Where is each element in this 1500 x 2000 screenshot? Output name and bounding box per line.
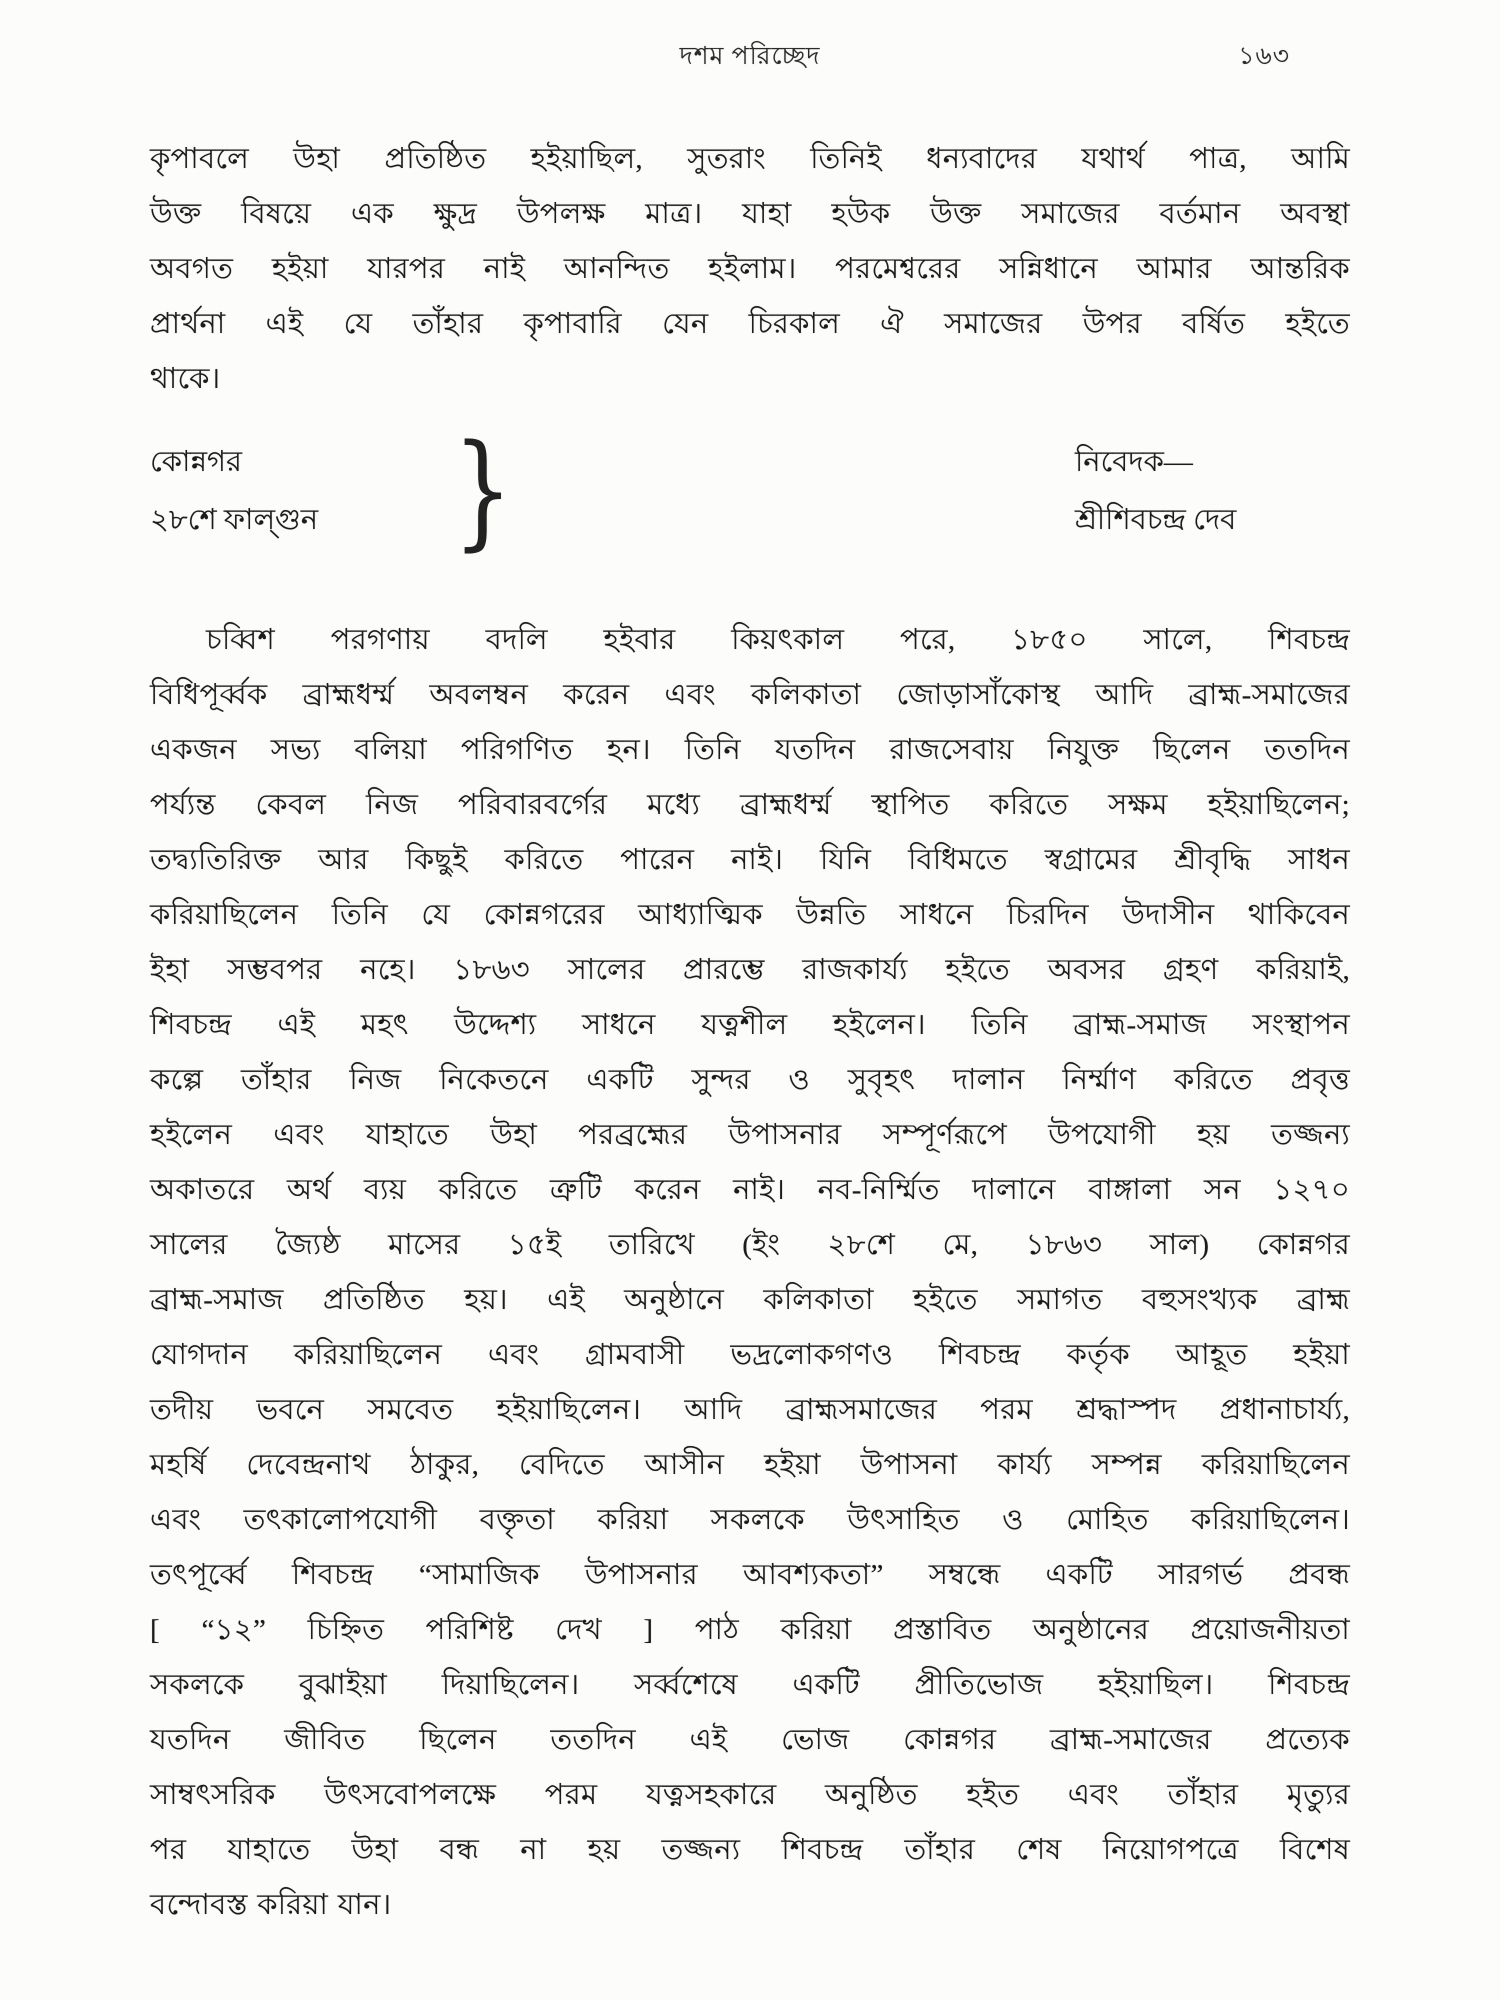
text-line: সালের জ্যৈষ্ঠ মাসের ১৫ই তারিখে (ইং ২৮শে মে, ১৮৬৩ সাল) কোন্নগর: [150, 1229, 1350, 1261]
text-line: একজন সভ্য বলিয়া পরিগণিত হন। তিনি যতদিন রাজসেবায় নিযুক্ত ছিলেন ততদিন: [150, 734, 1350, 766]
text-line: বন্দোবস্ত করিয়া যান।: [150, 1889, 392, 1921]
text-line: যোগদান করিয়াছিলেন এবং গ্রামবাসী ভদ্রলোকগণও শিবচন্দ্র কর্তৃক আহূত হইয়া: [150, 1339, 1350, 1371]
text-line: কৃপাবলে উহা প্রতিষ্ঠিত হইয়াছিল, সুতরাং তিনিই ধন্যবাদের যথার্থ পাত্র, আমি: [150, 143, 1350, 175]
signature-name: শ্রীশিবচন্দ্র দেব: [1075, 504, 1237, 536]
text-line: থাকে।: [150, 363, 221, 395]
text-line: অবগত হইয়া যারপর নাই আনন্দিত হইলাম। পরমেশ্বরের সন্নিধানে আমার আন্তরিক: [150, 253, 1350, 285]
text-line: যতদিন জীবিত ছিলেন ততদিন এই ভোজ কোন্নগর ব্রাহ্ম-সমাজের প্রত্যেক: [150, 1724, 1350, 1756]
text-line: পর যাহাতে উহা বন্ধ না হয় তজ্জন্য শিবচন্দ্র তাঁহার শেষ নিয়োগপত্রে বিশেষ: [150, 1834, 1350, 1866]
text-line: প্রার্থনা এই যে তাঁহার কৃপাবারি যেন চিরকাল ঐ সমাজের উপর বর্ষিত হইতে: [150, 308, 1350, 340]
text-line: ব্রাহ্ম-সমাজ প্রতিষ্ঠিত হয়। এই অনুষ্ঠানে কলিকাতা হইতে সমাগত বহুসংখ্যক ব্রাহ্ম: [150, 1284, 1350, 1316]
text-line: করিয়াছিলেন তিনি যে কোন্নগরের আধ্যাত্মিক উন্নতি সাধনে চিরদিন উদাসীন থাকিবেন: [150, 899, 1350, 931]
text-line: ইহা সম্ভবপর নহে। ১৮৬৩ সালের প্রারম্ভে রাজকার্য্য হইতে অবসর গ্রহণ করিয়াই,: [150, 954, 1350, 986]
text-line: তদীয় ভবনে সমবেত হইয়াছিলেন। আদি ব্রাহ্মসমাজের পরম শ্রদ্ধাস্পদ প্রধানাচার্য্য,: [150, 1394, 1350, 1426]
signature-place-date: [150, 433, 385, 549]
signature-date: ২৮শে ফাল্গুন: [150, 504, 319, 536]
text-line: তৎপূর্ব্বে শিবচন্দ্র “সামাজিক উপাসনার আবশ্যকতা” সম্বন্ধে একটি সারগর্ভ প্রবন্ধ: [150, 1559, 1350, 1591]
signature-brace: }: [452, 418, 513, 563]
signature-block: [150, 418, 1350, 563]
text-line: এবং তৎকালোপযোগী বক্তৃতা করিয়া সকলকে উৎসাহিত ও মোহিত করিয়াছিলেন।: [150, 1504, 1350, 1536]
paragraph-1: [150, 132, 1350, 407]
text-line: শিবচন্দ্র এই মহৎ উদ্দেশ্য সাধনে যত্নশীল হইলেন। তিনি ব্রাহ্ম-সমাজ সংস্থাপন: [150, 1009, 1350, 1041]
text-line: উক্ত বিষয়ে এক ক্ষুদ্র উপলক্ষ মাত্র। যাহা হউক উক্ত সমাজের বর্তমান অবস্থা: [150, 198, 1350, 230]
signature-place: কোন্নগর: [150, 446, 242, 478]
text-line: মহর্ষি দেবেন্দ্রনাথ ঠাকুর, বেদিতে আসীন হইয়া উপাসনা কার্য্য সম্পন্ন করিয়াছিলেন: [150, 1449, 1350, 1481]
text-line: সাম্বৎসরিক উৎসবোপলক্ষে পরম যত্নসহকারে অনুষ্ঠিত হইত এবং তাঁহার মৃত্যুর: [150, 1779, 1350, 1811]
chapter-title: দশম পরিচ্ছেদ: [679, 43, 821, 70]
signature-right: [1075, 433, 1295, 549]
text-line: [ “১২” চিহ্নিত পরিশিষ্ট দেখ ] পাঠ করিয়া প্রস্তাবিত অনুষ্ঠানের প্রয়োজনীয়তা: [150, 1614, 1350, 1646]
text-line: অকাতরে অর্থ ব্যয় করিতে ত্রুটি করেন নাই। নব-নির্ম্মিত দালানে বাঙ্গালা সন ১২৭০: [150, 1174, 1350, 1206]
text-line: হইলেন এবং যাহাতে উহা পরব্রহ্মের উপাসনার সম্পূর্ণরূপে উপযোগী হয় তজ্জন্য: [150, 1119, 1350, 1151]
text-line: কল্পে তাঁহার নিজ নিকেতনে একটি সুন্দর ও সুবৃহৎ দালান নির্ম্মাণ করিতে প্রবৃত্ত: [150, 1064, 1350, 1096]
page-header: [150, 40, 1350, 74]
page-number: ১৬৩: [1238, 43, 1290, 70]
text-line: তদ্ব্যতিরিক্ত আর কিছুই করিতে পারেন নাই। যিনি বিধিমতে স্বগ্রামের শ্রীবৃদ্ধি সাধন: [150, 844, 1350, 876]
paragraph-2: [150, 613, 1350, 1933]
text-line: চব্বিশ পরগণায় বদলি হইবার কিয়ৎকাল পরে, ১৮৫০ সালে, শিবচন্দ্র: [206, 624, 1350, 656]
signature-dedication: নিবেদক—: [1075, 446, 1193, 478]
text-line: সকলকে বুঝাইয়া দিয়াছিলেন। সর্ব্বশেষে একটি প্রীতিভোজ হইয়াছিল। শিবচন্দ্র: [150, 1669, 1350, 1701]
text-line: পর্য্যন্ত কেবল নিজ পরিবারবর্গের মধ্যে ব্রাহ্মধর্ম্ম স্থাপিত করিতে সক্ষম হইয়াছিলেন;: [150, 789, 1350, 821]
text-line: বিধিপূর্ব্বক ব্রাহ্মধর্ম্ম অবলম্বন করেন এবং কলিকাতা জোড়াসাঁকোস্থ আদি ব্রাহ্ম-সমাজের: [150, 679, 1350, 711]
